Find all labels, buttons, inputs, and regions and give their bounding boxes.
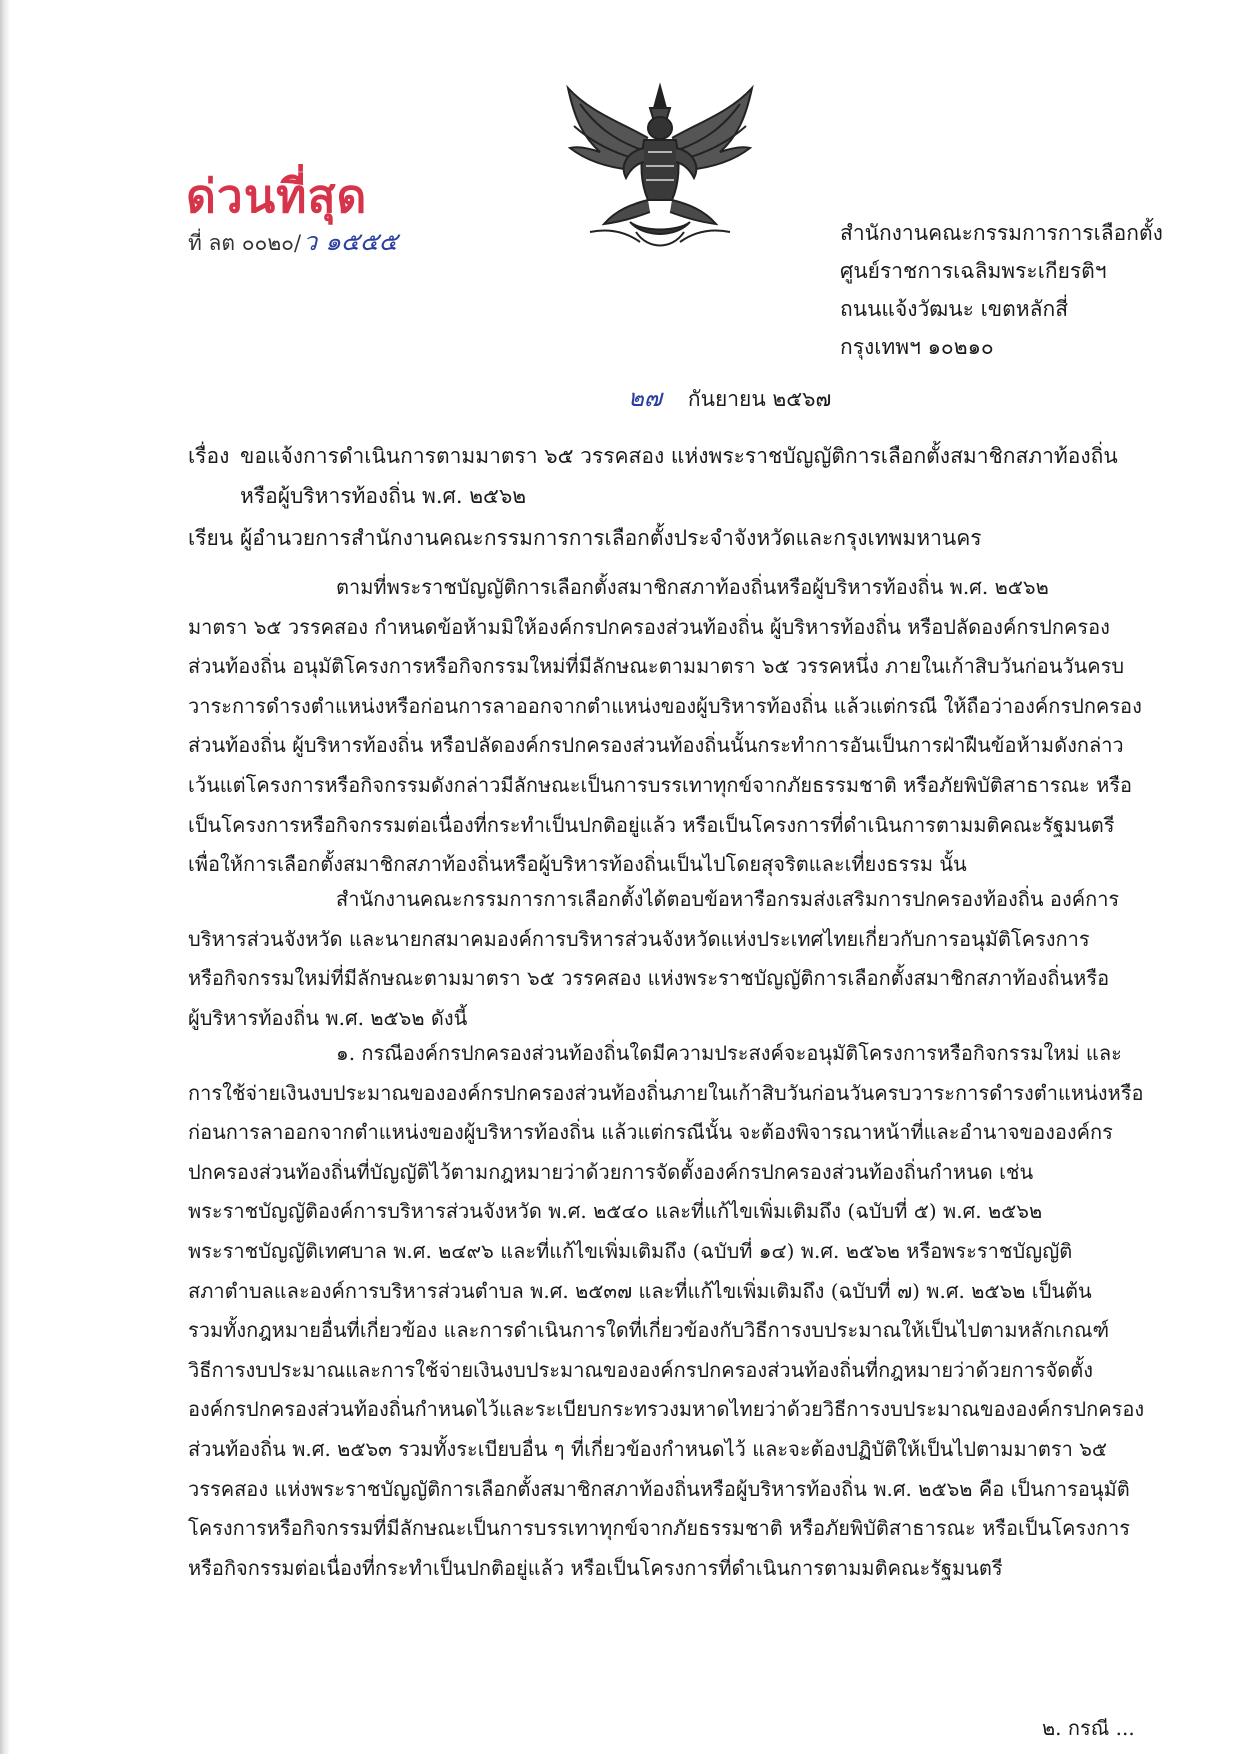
recipient-text: ผู้อำนวยการสำนักงานคณะกรรมการการเลือกตั้งประจำจังหวัดและกรุงเทพมหานคร <box>240 526 982 550</box>
document-number-handwritten: ว ๑๕๕๕ <box>303 227 398 256</box>
paragraph-line: สภาตำบลและองค์การบริหารส่วนตำบล พ.ศ. ๒๕๓๗ และที่แก้ไขเพิ่มเติมถึง (ฉบับที่ ๗) พ.ศ. ๒๕๖๒ เป็นต้น <box>188 1278 1092 1303</box>
body-paragraph-2 <box>188 880 1158 1038</box>
document-number-prefix: ที่ ลต ๐๐๒๐/ <box>188 231 302 255</box>
subject-line-1: ขอแจ้งการดำเนินการตามมาตรา ๖๕ วรรคสอง แห่งพระราชบัญญัติการเลือกตั้งสมาชิกสภาท้องถิ่น <box>240 444 1118 468</box>
date-day-handwritten: ๒๗ <box>628 384 662 412</box>
address-line: ถนนแจ้งวัฒนะ เขตหลักสี่ <box>840 297 1069 321</box>
body-paragraph-3 <box>188 1034 1158 1588</box>
subject-line-2: หรือผู้บริหารท้องถิ่น พ.ศ. ๒๕๖๒ <box>240 484 527 508</box>
paragraph-line: ผู้บริหารท้องถิ่น พ.ศ. ๒๕๖๒ ดังนี้ <box>188 1005 468 1030</box>
date-month-year: กันยายน ๒๕๖๗ <box>687 387 832 411</box>
paragraph-line: โครงการหรือกิจกรรมที่มีลักษณะเป็นการบรรเทาทุกข์จากภัยธรรมชาติ หรือภัยพิบัติสาธารณะ หรือเป็นโครงการ <box>188 1516 1130 1541</box>
paragraph-line: พระราชบัญญัติเทศบาล พ.ศ. ๒๔๙๖ และที่แก้ไขเพิ่มเติมถึง (ฉบับที่ ๑๔) พ.ศ. ๒๕๖๒ หรือพระราชบัญญัติ <box>188 1238 1073 1263</box>
paragraph-line: วิธีการงบประมาณและการใช้จ่ายเงินงบประมาณขององค์กรปกครองส่วนท้องถิ่นที่กฎหมายว่าด้วยการจัดตั้ง <box>188 1357 1093 1382</box>
garuda-emblem-icon <box>560 82 760 254</box>
paragraph-line: พระราชบัญญัติองค์การบริหารส่วนจังหวัด พ.ศ. ๒๕๔๐ และที่แก้ไขเพิ่มเติมถึง (ฉบับที่ ๕) พ.ศ. ๒๕๖๒ <box>188 1199 1043 1224</box>
paragraph-line: ๑. กรณีองค์กรปกครองส่วนท้องถิ่นใดมีความประสงค์จะอนุมัติโครงการหรือกิจกรรมใหม่ และ <box>336 1041 1122 1065</box>
recipient-label: เรียน <box>188 526 234 550</box>
paragraph-line: หรือกิจกรรมใหม่ที่มีลักษณะตามมาตรา ๖๕ วรรคสอง แห่งพระราชบัญญัติการเลือกตั้งสมาชิกสภาท้องถิ่นหรือ <box>188 966 1110 991</box>
document-date <box>628 378 831 417</box>
paragraph-line: เว้นแต่โครงการหรือกิจกรรมดังกล่าวมีลักษณะเป็นการบรรเทาทุกข์จากภัยธรรมชาติ หรือภัยพิบัติสาธารณะ หรือ <box>188 772 1133 797</box>
paragraph-line: ปกครองส่วนท้องถิ่นที่บัญญัติไว้ตามกฎหมายว่าด้วยการจัดตั้งองค์กรปกครองส่วนท้องถิ่นกำหนด เช่น <box>188 1159 1034 1184</box>
paragraph-line: รวมทั้งกฎหมายอื่นที่เกี่ยวข้อง และการดำเนินการใดที่เกี่ยวข้องกับวิธีการงบประมาณให้เป็นไปตามหลักเกณฑ์ <box>188 1318 1110 1343</box>
paragraph-line: สำนักงานคณะกรรมการการเลือกตั้งได้ตอบข้อหารือกรมส่งเสริมการปกครองท้องถิ่น องค์การ <box>336 887 1120 911</box>
address-line: กรุงเทพฯ ๑๐๒๑๐ <box>840 335 994 359</box>
sender-address <box>840 214 1220 366</box>
address-line: ศูนย์ราชการเฉลิมพระเกียรติฯ <box>840 259 1107 283</box>
paragraph-line: เพื่อให้การเลือกตั้งสมาชิกสภาท้องถิ่นหรือผู้บริหารท้องถิ่นเป็นไปโดยสุจริตและเที่ยงธรรม นั้น <box>188 852 967 877</box>
paragraph-line: ส่วนท้องถิ่น ผู้บริหารท้องถิ่น หรือปลัดองค์กรปกครองส่วนท้องถิ่นนั้นกระทำการอันเป็นการฝ่าฝืนข้อห้ามดังกล่าว <box>188 733 1124 758</box>
paragraph-line: วรรคสอง แห่งพระราชบัญญัติการเลือกตั้งสมาชิกสภาท้องถิ่นหรือผู้บริหารท้องถิ่น พ.ศ. ๒๕๖๒ คือ เป็นการอนุมัติ <box>188 1476 1130 1501</box>
recipient-block <box>188 518 1168 558</box>
address-line: สำนักงานคณะกรรมการการเลือกตั้ง <box>840 221 1163 245</box>
paragraph-line: ก่อนการลาออกจากตำแหน่งของผู้บริหารท้องถิ่น แล้วแต่กรณีนั้น จะต้องพิจารณาหน้าที่และอำนาจขององค์กร <box>188 1120 1113 1145</box>
paragraph-line: ส่วนท้องถิ่น อนุมัติโครงการหรือกิจกรรมใหม่ที่มีลักษณะตามมาตรา ๖๕ วรรคหนึ่ง ภายในเก้าสิบวันก่อนวันครบ <box>188 654 1125 679</box>
body-paragraph-1 <box>188 568 1158 885</box>
paragraph-line: ตามที่พระราชบัญญัติการเลือกตั้งสมาชิกสภาท้องถิ่นหรือผู้บริหารท้องถิ่น พ.ศ. ๒๕๖๒ <box>336 575 1049 599</box>
subject-block <box>188 436 1168 516</box>
paragraph-line: หรือกิจกรรมต่อเนื่องที่กระทำเป็นปกติอยู่แล้ว หรือเป็นโครงการที่ดำเนินการตามมติคณะรัฐมนตรี <box>188 1555 1003 1580</box>
paragraph-line: องค์กรปกครองส่วนท้องถิ่นกำหนดไว้และระเบียบกระทรวงมหาดไทยว่าด้วยวิธีการงบประมาณขององค์กรปกครอง <box>188 1397 1145 1422</box>
paragraph-line: บริหารส่วนจังหวัด และนายกสมาคมองค์การบริหารส่วนจังหวัดแห่งประเทศไทยเกี่ยวกับการอนุมัติโครงการ <box>188 926 1090 951</box>
subject-label: เรื่อง <box>188 444 230 468</box>
scan-edge-artifact <box>0 0 10 1754</box>
paragraph-line: เป็นโครงการหรือกิจกรรมต่อเนื่องที่กระทำเป็นปกติอยู่แล้ว หรือเป็นโครงการที่ดำเนินการตามมติคณะรัฐมนตรี <box>188 812 1115 837</box>
paragraph-line: การใช้จ่ายเงินงบประมาณขององค์กรปกครองส่วนท้องถิ่นภายในเก้าสิบวันก่อนวันครบวาระการดำรงตำแหน่งหรือ <box>188 1080 1144 1105</box>
paragraph-line: ส่วนท้องถิ่น พ.ศ. ๒๕๖๓ รวมทั้งระเบียบอื่น ๆ ที่เกี่ยวข้องกำหนดไว้ และจะต้องปฏิบัติให้เป็นไปตามมาตรา ๖๕ <box>188 1436 1108 1461</box>
next-page-marker: ๒. กรณี ... <box>1042 1716 1135 1740</box>
urgent-stamp: ด่วนที่สุด <box>186 169 368 223</box>
document-number <box>188 222 398 262</box>
paragraph-line: วาระการดำรงตำแหน่งหรือก่อนการลาออกจากตำแหน่งของผู้บริหารท้องถิ่น แล้วแต่กรณี ให้ถือว่าองค์กรปกครอง <box>188 693 1142 718</box>
paragraph-line: มาตรา ๖๕ วรรคสอง กำหนดข้อห้ามมิให้องค์กรปกครองส่วนท้องถิ่น ผู้บริหารท้องถิ่น หรือปลัดองค์กรปกครอง <box>188 614 1110 639</box>
